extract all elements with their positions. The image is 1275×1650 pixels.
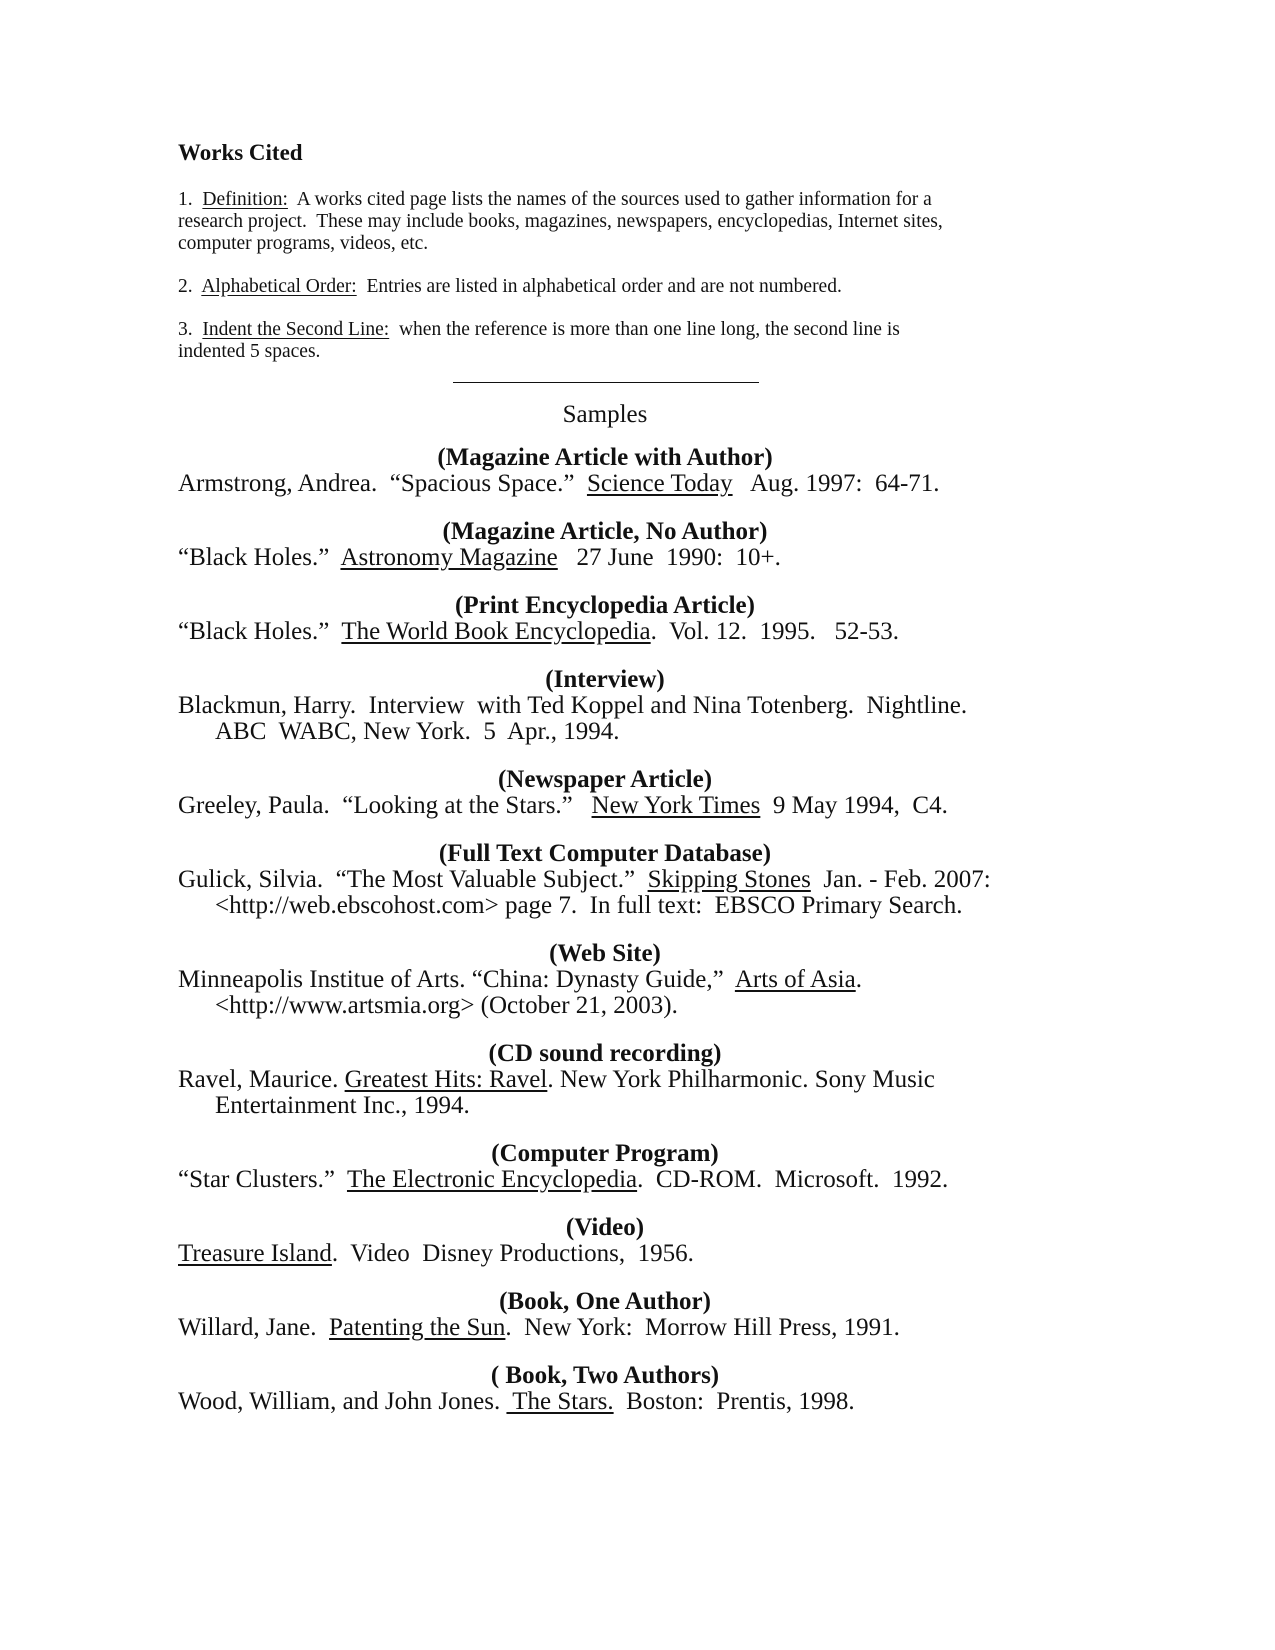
intro-item <box>178 319 943 363</box>
citation-entry <box>178 1289 1178 1341</box>
text-segment: Minneapolis Institue of Arts. “China: Dynasty Guide,” <box>178 966 735 993</box>
citation-entry <box>178 445 1178 497</box>
samples-heading: Samples <box>562 401 648 428</box>
text-line <box>178 1389 1178 1415</box>
citation-entry <box>178 767 1178 819</box>
underlined-title: Alphabetical Order: <box>201 276 357 297</box>
citation-entry <box>178 1363 1178 1415</box>
underlined-title: Patenting the Sun <box>329 1314 506 1341</box>
text-segment: . Video Disney Productions, 1956. <box>331 1240 694 1267</box>
text-line <box>178 545 1178 571</box>
underlined-title: Definition: <box>202 189 288 210</box>
underlined-title: Astronomy Magazine <box>340 544 558 571</box>
underlined-title: Skipping Stones <box>647 866 811 893</box>
underlined-title: The Electronic Encyclopedia <box>346 1166 638 1193</box>
text-segment: Willard, Jane. <box>178 1314 330 1341</box>
citation-type-heading: (CD sound recording) <box>488 1040 722 1067</box>
text-segment: indented 5 spaces. <box>178 341 321 362</box>
text-line <box>178 1315 1178 1341</box>
intro-item <box>178 189 943 255</box>
citation-entry <box>178 667 1178 745</box>
text-segment: . <box>855 966 862 993</box>
text-segment: Entries are listed in alphabetical order and are not numbered. <box>356 276 842 297</box>
citation-type-heading: (Newspaper Article) <box>497 766 713 793</box>
text-segment: Gulick, Silvia. “The Most Valuable Subject.” <box>178 866 648 893</box>
underlined-title: Indent the Second Line: <box>202 319 390 340</box>
citation-type-heading: (Web Site) <box>549 940 661 967</box>
citation-entry <box>178 1141 1178 1193</box>
text-segment: research project. These may include books, magazines, newspapers, encyclopedias, Internet sites, <box>178 211 943 232</box>
text-line <box>178 189 943 211</box>
text-segment: <http://web.ebscohost.com> page 7. In full text: EBSCO Primary Search. <box>215 892 963 919</box>
text-line <box>178 471 1178 497</box>
text-line <box>178 1167 1178 1193</box>
text-segment: Wood, William, and John Jones. <box>178 1388 507 1415</box>
text-line <box>178 867 1178 893</box>
text-segment: Ravel, Maurice. <box>178 1066 345 1093</box>
citation-type-heading: (Magazine Article, No Author) <box>442 518 768 545</box>
citation-type-heading: (Interview) <box>545 666 665 693</box>
text-line <box>178 967 1178 993</box>
divider <box>453 382 759 383</box>
text-segment: Boston: Prentis, 1998. <box>613 1388 855 1415</box>
text-segment: . Vol. 12. 1995. 52-53. <box>650 618 900 645</box>
citation-type-heading: (Computer Program) <box>491 1140 719 1167</box>
text-line <box>178 693 1178 719</box>
text-segment: . New York Philharmonic. Sony Music <box>547 1066 935 1093</box>
text-segment: A works cited page lists the names of the sources used to gather information for a <box>287 189 932 210</box>
text-line <box>178 341 943 363</box>
text-segment: “Black Holes.” <box>178 544 341 571</box>
text-line <box>178 993 1178 1019</box>
text-segment: 9 May 1994, C4. <box>760 792 948 819</box>
text-line <box>178 1093 1178 1119</box>
citation-type-heading: (Book, One Author) <box>499 1288 711 1315</box>
citation-entry <box>178 841 1178 919</box>
citation-entry <box>178 941 1178 1019</box>
text-line <box>178 893 1178 919</box>
underlined-title: The World Book Encyclopedia <box>341 618 651 645</box>
text-line <box>178 719 1178 745</box>
text-line <box>178 319 943 341</box>
text-segment: computer programs, videos, etc. <box>178 233 429 254</box>
text-segment: Aug. 1997: 64-71. <box>732 470 940 497</box>
text-segment: when the reference is more than one line long, the second line is <box>389 319 900 340</box>
citation-entry <box>178 593 1178 645</box>
underlined-title: Science Today <box>586 470 733 497</box>
citation-type-heading: (Video) <box>565 1214 645 1241</box>
citation-type-heading: (Print Encyclopedia Article) <box>455 592 755 619</box>
text-segment: . CD-ROM. Microsoft. 1992. <box>637 1166 949 1193</box>
underlined-title: Treasure Island <box>178 1240 332 1267</box>
text-segment: “Black Holes.” <box>178 618 342 645</box>
text-segment: Armstrong, Andrea. “Spacious Space.” <box>178 470 587 497</box>
citation-type-heading: (Magazine Article with Author) <box>437 444 773 471</box>
text-segment: 1. <box>178 189 203 210</box>
citation-type-heading: (Full Text Computer Database) <box>438 840 772 867</box>
text-line <box>178 1241 1178 1267</box>
text-segment: Greeley, Paula. “Looking at the Stars.” <box>178 792 592 819</box>
intro-section <box>178 189 943 384</box>
text-segment: Blackmun, Harry. Interview with Ted Koppel and Nina Totenberg. Nightline. <box>178 692 968 719</box>
text-segment: 2. <box>178 276 202 297</box>
text-segment: 3. <box>178 319 203 340</box>
text-line <box>178 1067 1178 1093</box>
citation-entry <box>178 1041 1178 1119</box>
text-segment: <http://www.artsmia.org> (October 21, 2003). <box>215 992 678 1019</box>
text-segment: Jan. - Feb. 2007: <box>810 866 991 893</box>
samples-list <box>178 445 1178 1437</box>
underlined-title: The Stars. <box>506 1388 614 1415</box>
text-line <box>178 619 1178 645</box>
intro-item <box>178 276 943 298</box>
text-segment: “Star Clusters.” <box>178 1166 347 1193</box>
underlined-title: Arts of Asia <box>734 966 856 993</box>
text-segment: . New York: Morrow Hill Press, 1991. <box>505 1314 900 1341</box>
citation-entry <box>178 519 1178 571</box>
underlined-title: Greatest Hits: Ravel <box>344 1066 548 1093</box>
underlined-title: New York Times <box>591 792 761 819</box>
text-line <box>178 276 943 298</box>
text-segment: 27 June 1990: 10+. <box>557 544 781 571</box>
text-line <box>178 793 1178 819</box>
citation-entry <box>178 1215 1178 1267</box>
text-line <box>178 211 943 233</box>
text-segment: Entertainment Inc., 1994. <box>215 1092 470 1119</box>
page-title: Works Cited <box>178 140 303 165</box>
text-segment: ABC WABC, New York. 5 Apr., 1994. <box>215 718 620 745</box>
text-line <box>178 233 943 255</box>
citation-type-heading: ( Book, Two Authors) <box>490 1362 720 1389</box>
